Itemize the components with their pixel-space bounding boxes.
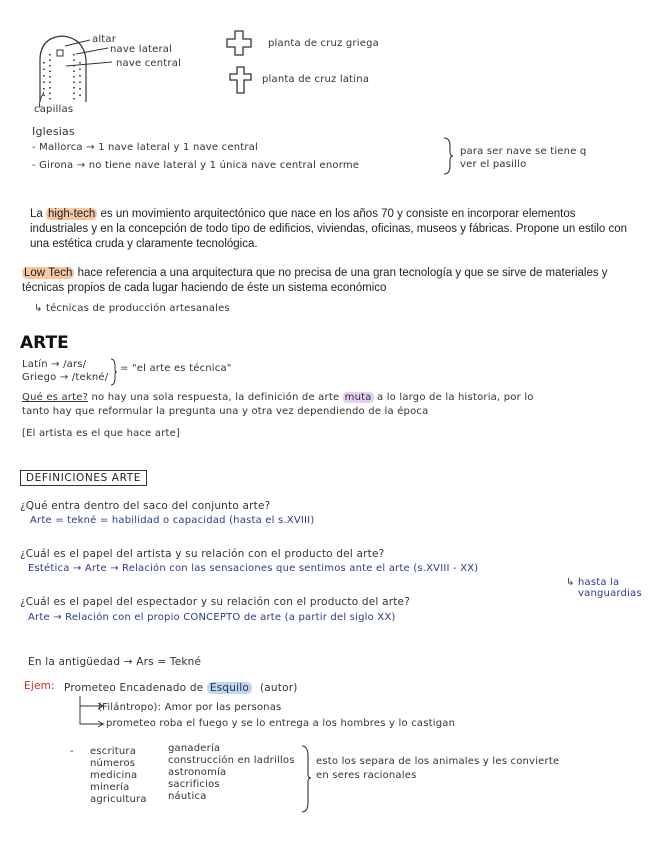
prometeo-line: Prometeo Encadenado de Esquilo (autor) [64, 682, 298, 694]
arte-latin: Latín → /ars/ [22, 359, 87, 370]
lowtech-paragraph: Low Tech hace referencia a una arquitectura que no precisa de una gran tecnología y que se sirve de materiales y técnicas propios de cada lugar haciendo de éste un sistema económico [22, 267, 608, 294]
antiguedad-line: En la antigüedad → Ars = Tekné [28, 656, 202, 668]
arte-question-label: Qué es arte? [22, 392, 89, 403]
label-altar: altar [92, 34, 117, 45]
iglesias-mallorca: - Mallorca → 1 nave lateral y 1 nave central [32, 142, 258, 153]
list-item: construcción en ladrillos [168, 755, 295, 766]
list-item: medicina [90, 770, 138, 781]
label-nave-central: nave central [116, 58, 182, 69]
label-nave-lateral: nave lateral [110, 44, 173, 55]
lowtech-term: Low Tech [24, 267, 73, 279]
arte-greek: Griego → /tekné/ [22, 372, 109, 383]
hightech-term: high-tech [48, 208, 96, 220]
arte-question-line: Qué es arte? no hay una sola respuesta, la definición de arte muta a lo largo de la historia, por lo [22, 392, 534, 403]
greek-cross-icon [226, 30, 252, 56]
skills-brace-note-2: en seres racionales [316, 770, 417, 781]
definiciones-title-box: DEFINICIONES ARTE [20, 470, 147, 486]
list-item: números [90, 758, 136, 769]
label-capillas: capillas [34, 104, 74, 115]
ejem-label: Ejem: [24, 680, 55, 692]
prometeo-sub-2: prometeo roba el fuego y se lo entrega a los hombres y lo castigan [106, 718, 456, 729]
arte-brace [110, 358, 118, 386]
definiciones-a1: Arte = tekné = habilidad o capacidad (hasta el s.XVIII) [30, 515, 315, 526]
list-item: sacrificios [168, 779, 220, 790]
skills-brace-note-1: esto los separa de los animales y les convierte [316, 756, 560, 767]
brace-note-2: ver el pasillo [460, 159, 527, 170]
iglesias-girona: - Girona → no tiene nave lateral y 1 única nave central enorme [32, 160, 360, 171]
skills-list-right [168, 743, 295, 803]
definiciones-a2-note-1: ↳ hasta la [566, 577, 620, 588]
arte-title: ARTE [20, 333, 69, 353]
arte-question-line-2: tanto hay que reformular la pregunta una y otra vez dependiendo de la época [22, 406, 429, 417]
definiciones-a2-note-2: vanguardias [578, 588, 642, 599]
list-item: ganadería [168, 743, 221, 754]
label-latin-cross: planta de cruz latina [262, 74, 370, 85]
iglesias-title: Iglesias [32, 125, 75, 138]
prometeo-sub-1: (Filántropo): Amor por las personas [98, 702, 282, 713]
definiciones-a3: Arte → Relación con el propio CONCEPTO de arte (a partir del siglo XX) [28, 612, 396, 623]
list-item: náutica [168, 791, 207, 802]
definiciones-a2: Estética → Arte → Relación con las sensaciones que sentimos ante el arte (s.XVIII - XX) [28, 563, 479, 574]
definiciones-q3: ¿Cuál es el papel del espectador y su relación con el producto del arte? [20, 596, 410, 608]
arte-bracket-note: [El artista es el que hace arte] [22, 428, 181, 439]
muta-highlight: muta [344, 392, 372, 403]
skills-list-left [90, 746, 147, 806]
arte-meaning: = "el arte es técnica" [120, 363, 232, 374]
list-dash: - [70, 746, 74, 757]
brace-iglesias [442, 136, 454, 176]
list-item: agricultura [90, 794, 147, 805]
lowtech-arrow-note: ↳ técnicas de producción artesanales [34, 303, 230, 314]
definiciones-q2: ¿Cuál es el papel del artista y su relación con el producto del arte? [20, 548, 385, 560]
list-item: escritura [90, 746, 137, 757]
list-item: minería [90, 782, 130, 793]
hightech-paragraph: La high-tech es un movimiento arquitectónico que nace en los años 70 y consiste en incorporar elementos industriales y en la concepción de todo tipo de edificios, viviendas, oficinas, museos y fábricas. Propone un estilo con una estética cruda y claramente tecnológica. [30, 208, 628, 250]
definiciones-q1: ¿Qué entra dentro del saco del conjunto arte? [20, 500, 271, 512]
label-greek-cross: planta de cruz griega [268, 38, 379, 49]
list-item: astronomía [168, 767, 227, 778]
latin-cross-icon [228, 66, 254, 94]
esquilo-highlight: Esquilo [207, 682, 252, 694]
brace-note-1: para ser nave se tiene q [460, 146, 587, 157]
brace-skills [300, 744, 312, 814]
